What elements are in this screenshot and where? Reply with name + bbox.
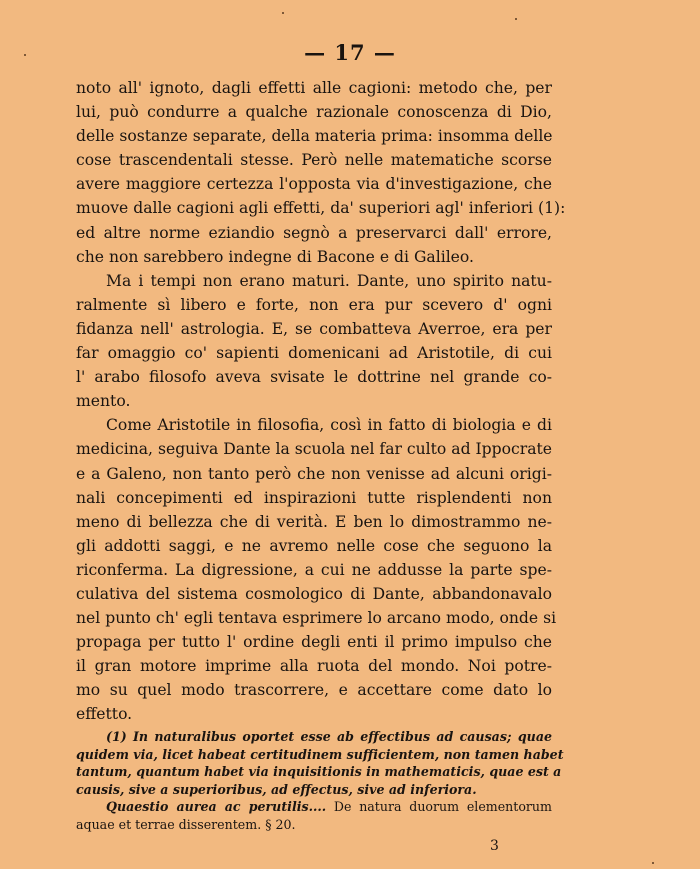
footnote-source-line2: aquae et terrae disserentem. § 20. — [76, 816, 296, 832]
page-number: — 17 — — [304, 40, 396, 65]
text-line: Come Aristotile in filosofia, così in fatto di biologia e di — [106, 416, 552, 435]
text-line: noto all' ignoto, dagli effetti alle cagioni: metodo che, per — [76, 79, 552, 97]
print-speck — [282, 12, 284, 14]
print-speck — [652, 862, 654, 864]
print-speck — [515, 18, 517, 20]
text-line: effetto. — [76, 705, 133, 724]
main-text — [76, 76, 566, 727]
text-line: Ma i tempi non erano maturi. Dante, uno spirito natu- — [106, 271, 552, 290]
footnotes — [76, 728, 564, 833]
print-speck — [24, 54, 26, 56]
footnote-line: tantum, quantum habet via inquisitionis in mathematicis, quae est a — [76, 764, 562, 779]
text-line: propaga per tutto l' ordine degli enti il primo impulso che — [76, 633, 552, 652]
printer-signature: 3 — [490, 838, 499, 854]
text-line: delle sostanze separate, della materia prima: insomma delle — [76, 127, 553, 146]
text-line: mo su quel modo trascorrere, e accettare come dato lo — [76, 681, 552, 700]
text-line: mento. — [76, 392, 131, 411]
text-line: culativa del sistema cosmologico di Dante, abbandonavalo — [76, 584, 552, 603]
text-line: ed altre norme eziandio segnò a preservarci dall' errore, — [76, 223, 552, 242]
footnote-line: quidem via, licet habeat certitudinem sufficientem, non tamen habet — [76, 746, 564, 762]
text-line: cose trascendentali stesse. Però nelle matematiche scorse — [76, 151, 552, 170]
source-subtitle: De natura duorum elementorum — [326, 799, 552, 814]
text-line: muove dalle cagioni agli effetti, da' superiori agl' inferiori (1): — [76, 199, 566, 218]
text-line: lui, può condurre a qualche razionale conoscenza di Dio, — [76, 103, 552, 122]
text-line: il gran motore imprime alla ruota del mondo. Noi potre- — [76, 657, 552, 676]
text-line: nel punto ch' egli tentava esprimere lo arcano modo, onde si — [76, 609, 557, 628]
footnote-line: causis, sive a superioribus, ad effectus, sive ad inferiora. — [76, 781, 477, 797]
text-line: avere maggiore certezza l'opposta via d'investigazione, che — [76, 175, 552, 194]
text-line: nali concepimenti ed inspirazioni tutte risplendenti non — [76, 488, 552, 507]
text-line: gli addotti saggi, e ne avremo nelle cose che seguono la — [76, 536, 552, 555]
footnote-source-line — [76, 798, 552, 816]
text-line: ralmente sì libero e forte, non era pur scevero d' ogni — [76, 295, 552, 314]
source-title: Quaestio aurea ac perutilis.... — [106, 799, 327, 814]
text-line: riconferma. La digressione, a cui ne addusse la parte spe- — [76, 560, 552, 579]
text-line: l' arabo filosofo aveva svisate le dottrine nel grande co- — [76, 368, 552, 387]
text-line: che non sarebbero indegne di Bacone e di Galileo. — [76, 247, 474, 266]
text-line: far omaggio co' sapienti domenicani ad Aristotile, di cui — [76, 344, 552, 363]
text-line: e a Galeno, non tanto però che non venisse ad alcuni origi- — [76, 464, 552, 483]
footnote-line: (1) In naturalibus oportet esse ab effectibus ad causas; quae — [106, 729, 552, 744]
text-line: meno di bellezza che di verità. E ben lo dimostrammo ne- — [76, 512, 552, 531]
text-line: medicina, seguiva Dante la scuola nel far culto ad Ippocrate — [76, 440, 553, 459]
text-line: fidanza nell' astrologia. E, se combatteva Averroe, era per — [76, 319, 552, 338]
footnote-text — [76, 728, 564, 798]
